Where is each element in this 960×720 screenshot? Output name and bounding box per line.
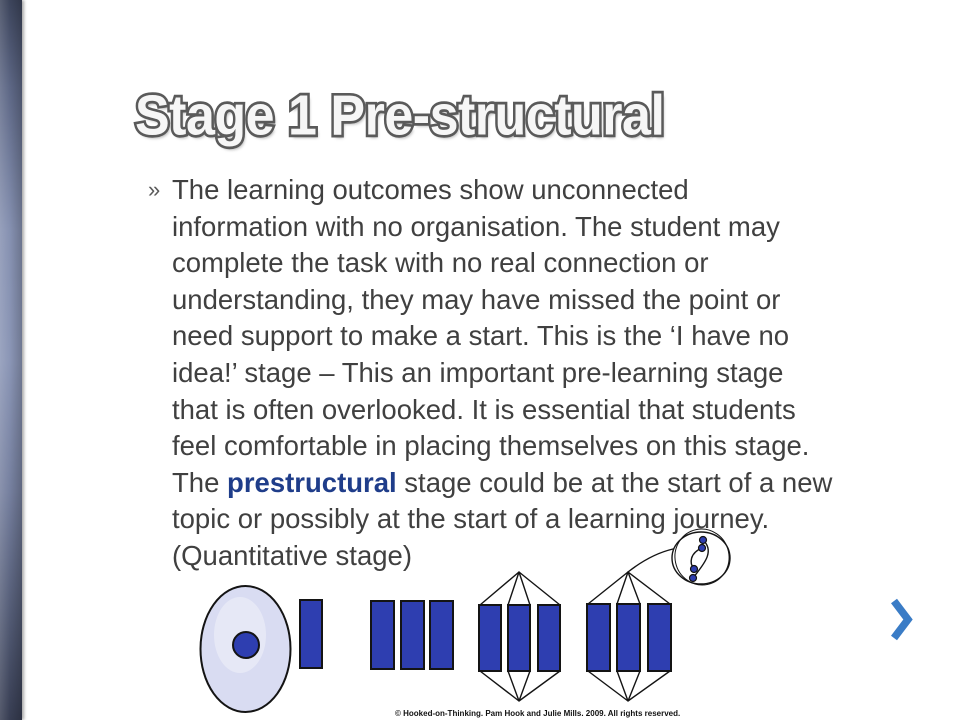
relational-bar <box>538 605 560 671</box>
prestructural-dot <box>233 632 259 658</box>
bullet-marker: » <box>148 177 161 202</box>
extended-abstract-dot <box>690 575 697 582</box>
extended-abstract-bar <box>587 604 610 671</box>
extended-abstract-bar <box>648 604 671 671</box>
multistructural-bar <box>430 601 453 669</box>
body-line: The learning outcomes show unconnected <box>172 174 689 205</box>
extended-abstract-connector <box>628 549 673 572</box>
multistructural-bar <box>371 601 394 669</box>
emphasis-term: prestructural <box>227 466 397 498</box>
body-line <box>172 465 832 502</box>
extended-abstract-loop-inner <box>670 524 734 590</box>
extended-abstract-dot <box>691 566 698 573</box>
chevron-right-icon <box>884 592 920 648</box>
body-line-start: The <box>172 466 228 498</box>
unistructural-bar <box>300 600 322 668</box>
slide-title: Stage 1 Pre-structural Stage 1 Pre-structural <box>135 88 664 144</box>
body-line: that is often overlooked. It is essential that students <box>172 393 796 425</box>
multistructural-icon <box>371 601 453 669</box>
extended-abstract-bar <box>617 604 640 671</box>
chevron-stroke <box>894 601 908 638</box>
extended-abstract-dot <box>700 537 707 544</box>
copyright-notice: © Hooked-on-Thinking. Pam Hook and Julie Mills. 2009. All rights reserved. <box>395 709 681 718</box>
body-line: idea!’ stage – This an important pre-learning stage <box>172 356 784 388</box>
body-line: information with no organisation. The student may <box>172 210 780 242</box>
extended-abstract-icon <box>587 524 734 701</box>
body-line: need support to make a start. This is the ‘I have no <box>172 320 790 352</box>
relational-icon <box>479 572 560 701</box>
body-line-end: stage could be at the start of a new <box>396 466 833 498</box>
extended-abstract-dot <box>699 545 706 552</box>
body-line: (Quantitative stage) <box>172 539 412 571</box>
relational-bar <box>479 605 501 671</box>
body-line: feel comfortable in placing themselves on this stage. <box>172 430 810 462</box>
body-line: understanding, they may have missed the point or <box>172 283 781 315</box>
multistructural-bar <box>401 601 424 669</box>
left-accent-bar <box>0 0 22 720</box>
prestructural-icon <box>201 586 291 712</box>
relational-bar <box>508 605 530 671</box>
body-line: complete the task with no real connection or <box>172 247 709 279</box>
bullet-text <box>172 172 832 575</box>
solo-taxonomy-diagram <box>190 525 750 720</box>
body-line: topic or possibly at the start of a learning journey. <box>172 503 770 535</box>
unistructural-icon <box>300 600 322 668</box>
